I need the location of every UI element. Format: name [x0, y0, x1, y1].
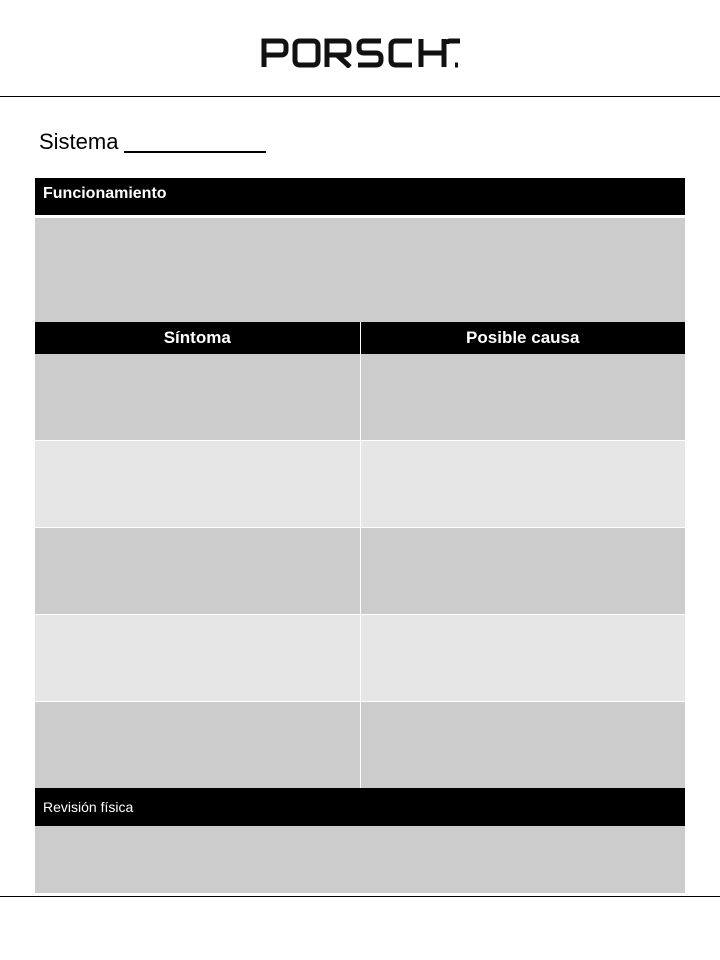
symptom-cell[interactable] [35, 615, 360, 701]
table-row [35, 614, 685, 701]
table-row [35, 440, 685, 527]
system-name-field[interactable] [124, 131, 266, 153]
system-label-text: Sistema [39, 129, 119, 154]
symptom-column-header: Síntoma [163, 328, 231, 347]
cause-cell[interactable] [360, 702, 686, 788]
symptom-cell[interactable] [35, 441, 360, 527]
operation-field[interactable] [35, 218, 685, 322]
inspection-field[interactable] [35, 826, 685, 893]
cause-cell[interactable] [360, 441, 686, 527]
cause-cell[interactable] [360, 354, 686, 440]
cause-cell[interactable] [360, 528, 686, 614]
table-row [35, 354, 685, 440]
symptom-cell[interactable] [35, 528, 360, 614]
cause-column-header: Posible causa [360, 322, 686, 354]
cause-cell[interactable] [360, 615, 686, 701]
diagnosis-table [35, 178, 685, 893]
table-row [35, 701, 685, 788]
top-divider [0, 96, 720, 97]
operation-header: Funcionamiento [35, 178, 685, 215]
system-label [39, 129, 266, 155]
table-header-row [35, 322, 685, 354]
porsche-wordmark [261, 38, 460, 68]
table-row [35, 527, 685, 614]
porsche-logo [261, 38, 460, 68]
symptom-cell[interactable] [35, 354, 360, 440]
inspection-header: Revisión física [35, 788, 685, 826]
bottom-divider [0, 896, 720, 897]
logo-text [261, 68, 262, 69]
symptom-cell[interactable] [35, 702, 360, 788]
